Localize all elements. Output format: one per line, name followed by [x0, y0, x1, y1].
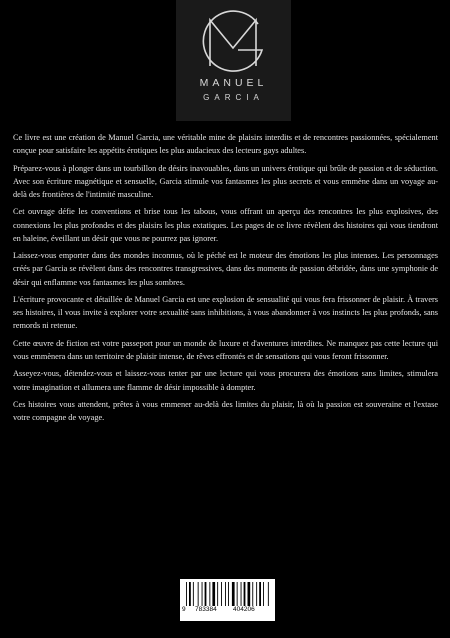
paragraph: Cette œuvre de fiction est votre passeport pour un monde de luxure et d'aventures interdites. Ne manquez pas cette lecture qui vous emmènera dans un territoire de plaisir intense, de rêves effrontés et de sensations qui vous feront frissonner. — [13, 338, 438, 361]
mg-monogram-icon — [188, 10, 278, 74]
brand-first-name: MANUEL — [199, 77, 268, 89]
author-logo — [176, 0, 291, 121]
barcode-prefix: 9 — [182, 606, 186, 613]
paragraph: Laissez-vous emporter dans des mondes inconnus, où le péché est le moteur des émotions les plus intenses. Les personnages créés par Garcia se révèlent dans des rencontres transgressives, dans des moments de passion débridée, dans une symphonie de désir qui enflamme vos fantasmes les plus sombres. — [13, 251, 438, 287]
paragraph: Préparez-vous à plonger dans un tourbillon de désirs inavouables, dans un univers érotique qui brûle de passion et de séduction. Avec son écriture magnétique et sensuelle, Garcia stimule vos fantasmes les plus secrets et vous emmène dans un voyage au-delà des frontières de l'intimité masculine. — [13, 163, 438, 199]
paragraph: Ces histoires vous attendent, prêtes à vous emmener au-delà des limites du plaisir, là où la passion est souveraine et l'extase votre compagne de voyage. — [13, 399, 438, 423]
barcode-group-2: 404206 — [233, 606, 255, 613]
brand-last-name: GARCIA — [203, 93, 264, 102]
paragraph: Asseyez-vous, détendez-vous et laissez-vous tenter par une lecture qui vous procurera des émotions sans limites, stimulera votre imagination et allumera une flamme de désir impossible à dompter. — [13, 369, 438, 392]
paragraph: L'écriture provocante et détaillée de Manuel Garcia est une explosion de sensualité qui vous fera frissonner de plaisir. À travers ses histoires, il vous invite à explorer votre sexualité sans inhibitions, à vous abandonner à vos instincts les plus profonds, sans remords ni retenue. — [13, 294, 438, 331]
paragraph: Ce livre est une création de Manuel Garcia, une véritable mine de plaisirs interdits et de rencontres passionnées, spécialement conçue pour satisfaire les appétits érotiques les plus audacieux des lecteurs gays adultes. — [13, 133, 438, 156]
back-cover-text — [13, 131, 438, 429]
isbn-barcode — [180, 579, 275, 621]
paragraph: Cet ouvrage défie les conventions et brise tous les tabous, vous offrant un aperçu des rencontres les plus explosives, des connexions les plus profondes et des plaisirs les plus extatiques. Les pages de ce livre révèlent des histoires qui vous tiendront en haleine, éveillant un désir que vous ne pourrez pas ignorer. — [13, 207, 438, 243]
barcode-group-1: 783384 — [195, 606, 217, 613]
